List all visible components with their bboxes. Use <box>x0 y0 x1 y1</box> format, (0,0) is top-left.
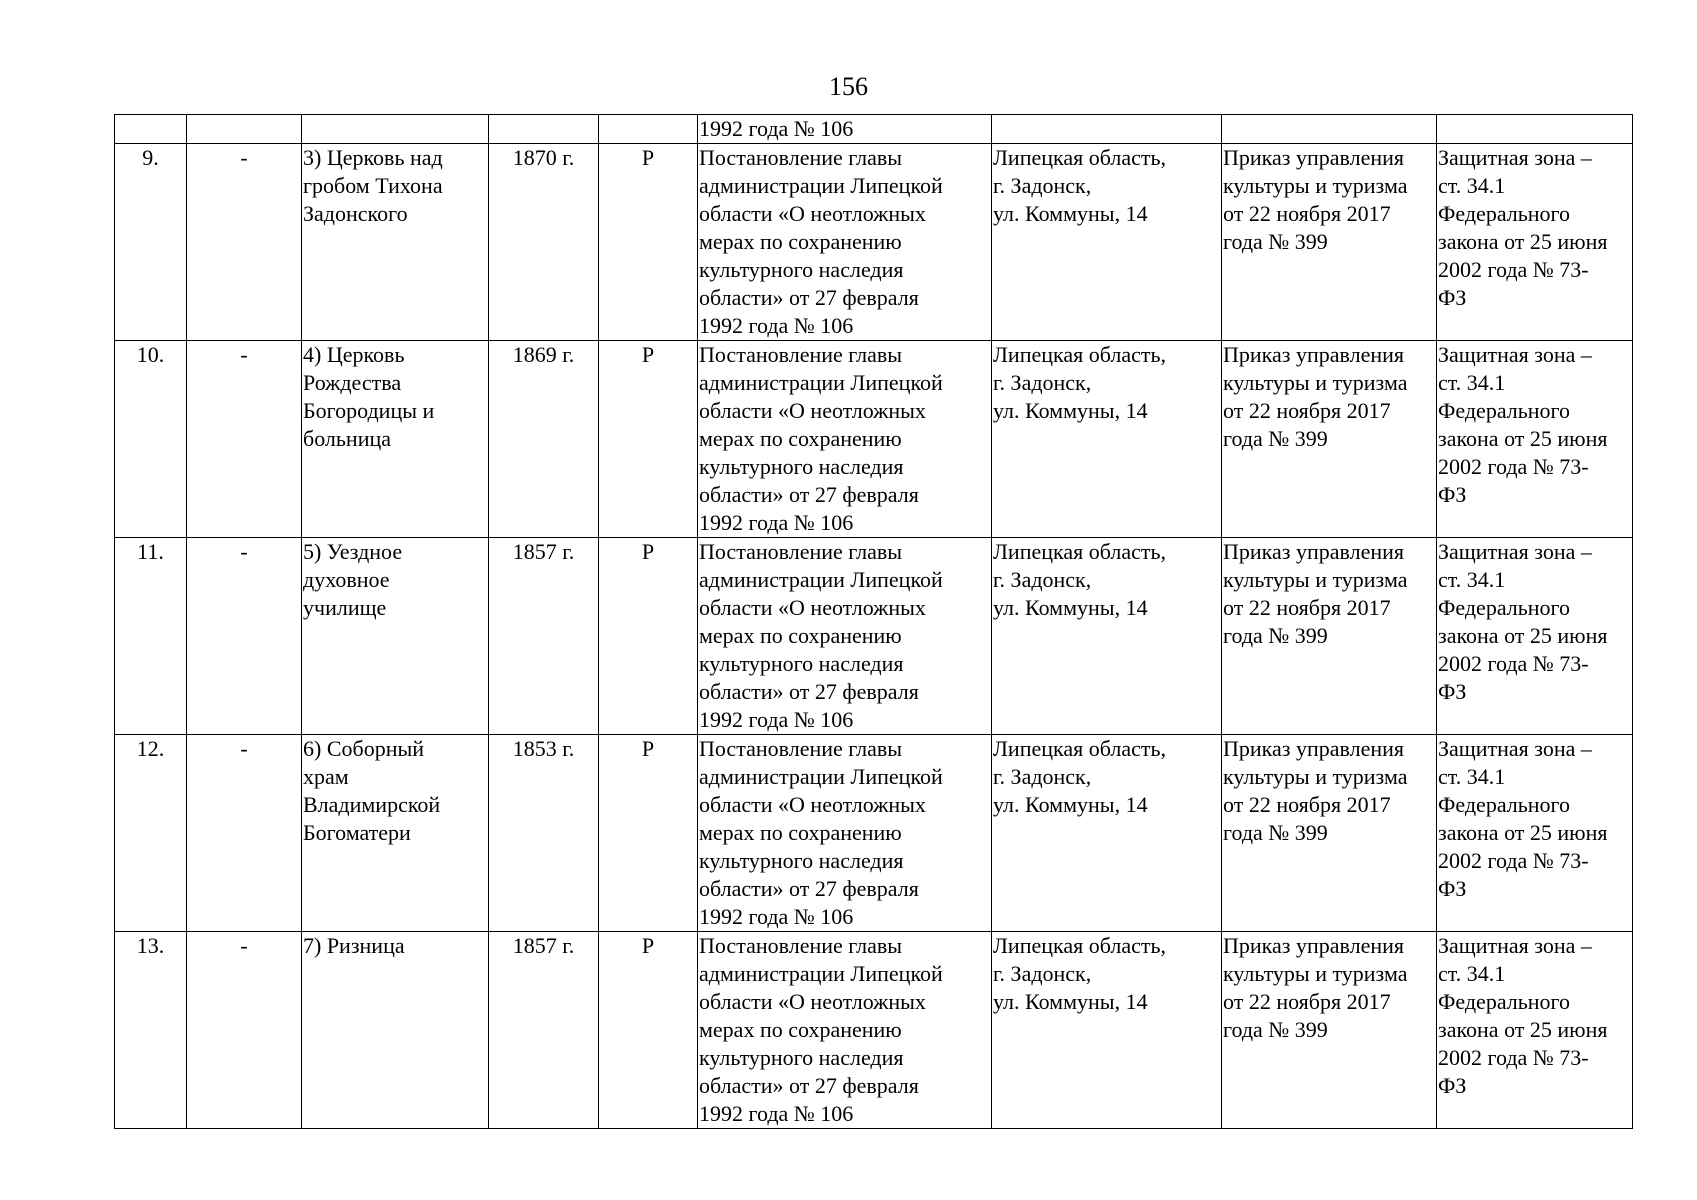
cell-protection-zone: Защитная зона – ст. 34.1 Федерального закона от 25 июня 2002 года № 73- ФЗ <box>1437 735 1633 932</box>
cell-dash: - <box>187 735 302 932</box>
cell-order <box>1222 115 1437 144</box>
cell-category <box>599 115 698 144</box>
cell-address: Липецкая область, г. Задонск, ул. Коммуны, 14 <box>992 932 1222 1129</box>
cell-object-name: 7) Ризница <box>302 932 489 1129</box>
cell-order: Приказ управления культуры и туризма от 22 ноября 2017 года № 399 <box>1222 341 1437 538</box>
cell-year: 1870 г. <box>489 144 599 341</box>
table-row-continuation <box>115 115 1633 144</box>
cell-year <box>489 115 599 144</box>
cell-number: 13. <box>115 932 187 1129</box>
cell-number <box>115 115 187 144</box>
cell-object-name <box>302 115 489 144</box>
cell-category: Р <box>599 341 698 538</box>
cell-address <box>992 115 1222 144</box>
cell-dash: - <box>187 341 302 538</box>
cell-number: 10. <box>115 341 187 538</box>
cell-address: Липецкая область, г. Задонск, ул. Коммуны, 14 <box>992 144 1222 341</box>
cell-year: 1857 г. <box>489 538 599 735</box>
cell-category: Р <box>599 538 698 735</box>
cell-order: Приказ управления культуры и туризма от 22 ноября 2017 года № 399 <box>1222 735 1437 932</box>
cell-address: Липецкая область, г. Задонск, ул. Коммуны, 14 <box>992 538 1222 735</box>
table-row <box>115 144 1633 341</box>
cell-decree: Постановление главы администрации Липецкой области «О неотложных мерах по сохранению культурного наследия области» от 27 февраля 1992 года № 106 <box>698 341 992 538</box>
cell-category: Р <box>599 735 698 932</box>
cell-decree: Постановление главы администрации Липецкой области «О неотложных мерах по сохранению культурного наследия области» от 27 февраля 1992 года № 106 <box>698 932 992 1129</box>
cell-decree: Постановление главы администрации Липецкой области «О неотложных мерах по сохранению культурного наследия области» от 27 февраля 1992 года № 106 <box>698 538 992 735</box>
cell-protection-zone: Защитная зона – ст. 34.1 Федерального закона от 25 июня 2002 года № 73- ФЗ <box>1437 932 1633 1129</box>
cell-object-name: 3) Церковь над гробом Тихона Задонского <box>302 144 489 341</box>
cell-number: 9. <box>115 144 187 341</box>
table-row <box>115 538 1633 735</box>
cell-address: Липецкая область, г. Задонск, ул. Коммуны, 14 <box>992 341 1222 538</box>
cell-number: 11. <box>115 538 187 735</box>
cell-protection-zone: Защитная зона – ст. 34.1 Федерального закона от 25 июня 2002 года № 73- ФЗ <box>1437 341 1633 538</box>
cell-protection-zone: Защитная зона – ст. 34.1 Федерального закона от 25 июня 2002 года № 73- ФЗ <box>1437 538 1633 735</box>
cell-decree: 1992 года № 106 <box>698 115 992 144</box>
cell-object-name: 6) Соборный храм Владимирской Богоматери <box>302 735 489 932</box>
cell-dash <box>187 115 302 144</box>
cell-object-name: 5) Уездное духовное училище <box>302 538 489 735</box>
cell-protection-zone: Защитная зона – ст. 34.1 Федерального закона от 25 июня 2002 года № 73- ФЗ <box>1437 144 1633 341</box>
cell-category: Р <box>599 932 698 1129</box>
cell-address: Липецкая область, г. Задонск, ул. Коммуны, 14 <box>992 735 1222 932</box>
cell-object-name: 4) Церковь Рождества Богородицы и больница <box>302 341 489 538</box>
cell-dash: - <box>187 144 302 341</box>
table-row <box>115 341 1633 538</box>
cell-year: 1853 г. <box>489 735 599 932</box>
page-number: 156 <box>829 72 868 101</box>
cell-dash: - <box>187 538 302 735</box>
table-row <box>115 735 1633 932</box>
cell-dash: - <box>187 932 302 1129</box>
cell-number: 12. <box>115 735 187 932</box>
heritage-registry-table <box>114 114 1633 1129</box>
cell-decree: Постановление главы администрации Липецкой области «О неотложных мерах по сохранению культурного наследия области» от 27 февраля 1992 года № 106 <box>698 735 992 932</box>
cell-order: Приказ управления культуры и туризма от 22 ноября 2017 года № 399 <box>1222 144 1437 341</box>
cell-year: 1857 г. <box>489 932 599 1129</box>
cell-category: Р <box>599 144 698 341</box>
table-row <box>115 932 1633 1129</box>
cell-order: Приказ управления культуры и туризма от 22 ноября 2017 года № 399 <box>1222 932 1437 1129</box>
cell-protection-zone <box>1437 115 1633 144</box>
cell-decree: Постановление главы администрации Липецкой области «О неотложных мерах по сохранению культурного наследия области» от 27 февраля 1992 года № 106 <box>698 144 992 341</box>
cell-order: Приказ управления культуры и туризма от 22 ноября 2017 года № 399 <box>1222 538 1437 735</box>
cell-year: 1869 г. <box>489 341 599 538</box>
